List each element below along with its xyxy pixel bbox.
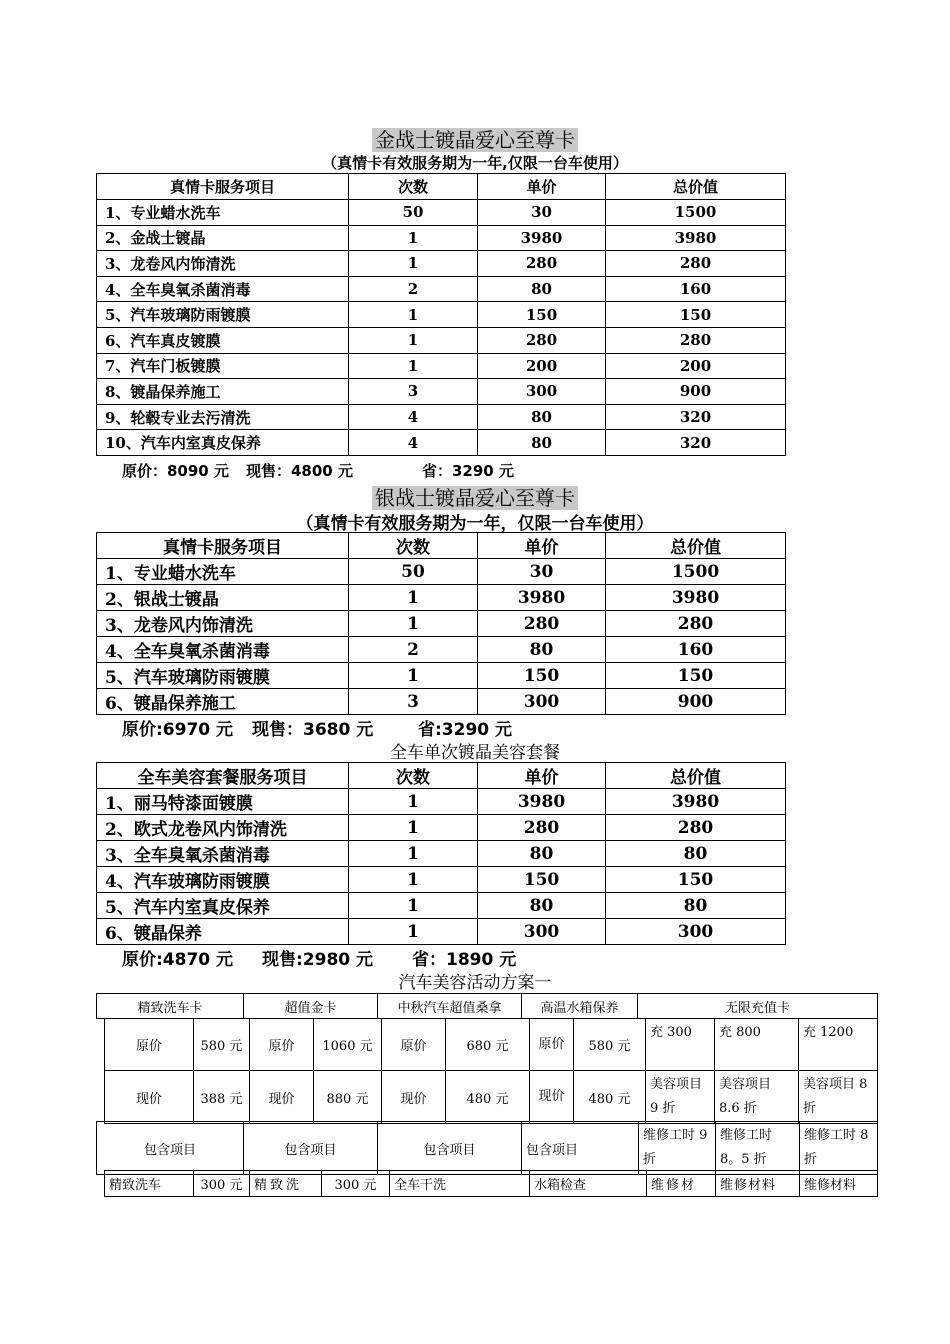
service-name: 2、欧式龙卷风内饰清洗 (97, 815, 349, 841)
unit-price: 80 (478, 430, 606, 456)
service-name: 2、银战士镀晶 (97, 585, 349, 611)
service-name: 5、汽车玻璃防雨镀膜 (97, 663, 349, 689)
total: 150 (606, 867, 786, 893)
count: 3 (349, 379, 478, 405)
count: 1 (349, 663, 478, 689)
total: 200 (606, 353, 786, 379)
service-name: 8、镀晶保养施工 (97, 379, 349, 405)
count: 1 (349, 867, 478, 893)
count: 1 (349, 611, 478, 637)
included-service-price: 300 元 (194, 1171, 250, 1197)
header-service: 全车美容套餐服务项目 (97, 763, 349, 789)
service-name: 6、镀晶保养 (97, 919, 349, 945)
table-row (97, 200, 786, 226)
original-price-value: 680 元 (446, 1019, 530, 1071)
count: 1 (349, 893, 478, 919)
table-row (97, 689, 786, 715)
gold-card-table (96, 173, 786, 456)
table-row (97, 611, 786, 637)
count: 1 (349, 251, 478, 277)
total: 1500 (606, 559, 786, 585)
original-price-value: 1060 元 (314, 1019, 382, 1071)
service-name: 4、全车臭氧杀菌消毒 (97, 637, 349, 663)
includes-label: 包含项目 (522, 1122, 639, 1175)
service-name: 3、龙卷风内饰清洗 (97, 251, 349, 277)
service-name: 5、汽车内室真皮保养 (97, 893, 349, 919)
count: 2 (349, 637, 478, 663)
total: 900 (606, 379, 786, 405)
table-row (97, 430, 786, 456)
original-price-value: 580 元 (194, 1019, 250, 1071)
activity-includes-table (96, 1121, 878, 1175)
count: 1 (349, 789, 478, 815)
service-name: 4、汽车玻璃防雨镀膜 (97, 867, 349, 893)
service-name: 5、汽车玻璃防雨镀膜 (97, 302, 349, 328)
labor-discount: 维修工时 8。5 折 (716, 1122, 800, 1175)
total: 280 (606, 611, 786, 637)
service-name: 4、全车臭氧杀菌消毒 (97, 276, 349, 302)
unit-price: 80 (478, 841, 606, 867)
count: 1 (349, 302, 478, 328)
count: 1 (349, 919, 478, 945)
unit-price: 3980 (478, 789, 606, 815)
table-header-row (97, 763, 786, 789)
included-service-price: 300 元 (322, 1171, 390, 1197)
unit-price: 150 (478, 663, 606, 689)
service-name: 1、专业蜡水洗车 (97, 559, 349, 585)
total: 280 (606, 327, 786, 353)
header-total: 总价值 (606, 174, 786, 200)
unit-price: 30 (478, 200, 606, 226)
unit-price: 150 (478, 302, 606, 328)
original-price-label: 原价 (530, 1019, 574, 1071)
table-row (97, 789, 786, 815)
header-unit-price: 单价 (478, 533, 606, 559)
count: 1 (349, 225, 478, 251)
service-name: 1、丽马特漆面镀膜 (97, 789, 349, 815)
header-count: 次数 (349, 174, 478, 200)
gold-card-price-line (122, 460, 514, 481)
table-row (97, 404, 786, 430)
table-row (105, 1071, 878, 1124)
original-price-label: 原价 (382, 1019, 446, 1071)
total: 900 (606, 689, 786, 715)
unit-price: 80 (478, 404, 606, 430)
total: 160 (606, 276, 786, 302)
silver-card-table (96, 532, 786, 715)
table-row (97, 841, 786, 867)
single-package-price-line (122, 945, 516, 970)
activity-header-table (96, 993, 878, 1019)
total: 3980 (606, 225, 786, 251)
service-name: 7、汽车门板镀膜 (97, 353, 349, 379)
original-price: 原价:4870 元 (122, 950, 234, 970)
count: 1 (349, 815, 478, 841)
header-unit-price: 单价 (478, 174, 606, 200)
count: 1 (349, 353, 478, 379)
table-row (97, 302, 786, 328)
unit-price: 280 (478, 251, 606, 277)
table-row (97, 225, 786, 251)
count: 50 (349, 559, 478, 585)
count: 2 (349, 276, 478, 302)
recharge-amount: 充 800 (715, 1019, 799, 1071)
original-price-label: 原价 (250, 1019, 314, 1071)
sale-price-label: 现价 (250, 1071, 314, 1124)
table-row (97, 353, 786, 379)
unit-price: 300 (478, 919, 606, 945)
original-price: 原价:6970 元 (122, 720, 234, 740)
unit-price: 300 (478, 689, 606, 715)
included-service: 精致洗 (250, 1171, 322, 1197)
silver-card-subtitle: （真情卡有效服务期为一年，仅限一台车使用） (296, 514, 654, 534)
sale-price-value: 388 元 (194, 1071, 250, 1124)
header-service: 真情卡服务项目 (97, 533, 349, 559)
sale-price-value: 480 元 (446, 1071, 530, 1124)
total: 150 (606, 302, 786, 328)
unit-price: 300 (478, 379, 606, 405)
silver-card-title: 银战士镀晶爱心至尊卡 (0, 482, 950, 511)
sale-price-label: 现价 (382, 1071, 446, 1124)
total: 160 (606, 637, 786, 663)
table-row (97, 1122, 878, 1175)
header-count: 次数 (349, 533, 478, 559)
single-package-table (96, 762, 786, 945)
original-price-value: 580 元 (574, 1019, 646, 1071)
gold-card-title: 金战士镀晶爱心至尊卡 (0, 124, 950, 153)
unit-price: 3980 (478, 225, 606, 251)
total: 80 (606, 893, 786, 919)
table-row (97, 379, 786, 405)
total: 3980 (606, 789, 786, 815)
count: 1 (349, 585, 478, 611)
labor-discount: 维修工时 9 折 (639, 1122, 716, 1175)
table-row (105, 1019, 878, 1071)
sale-price: 现售:2980 元 (262, 950, 374, 970)
savings: 省:3290 元 (418, 720, 513, 740)
table-row (97, 276, 786, 302)
savings: 省：3290 元 (422, 462, 514, 480)
original-price-label: 原价 (105, 1019, 194, 1071)
sale-price-label: 现价 (530, 1071, 574, 1124)
total: 1500 (606, 200, 786, 226)
beauty-discount: 美容项目 8.6 折 (715, 1071, 799, 1124)
table-row (97, 251, 786, 277)
header-service: 真情卡服务项目 (97, 174, 349, 200)
table-row (97, 559, 786, 585)
unit-price: 80 (478, 637, 606, 663)
activity-price-table (104, 1018, 878, 1124)
total: 150 (606, 663, 786, 689)
service-name: 6、汽车真皮镀膜 (97, 327, 349, 353)
included-service: 水箱检查 (530, 1171, 647, 1197)
sale-price-value: 480 元 (574, 1071, 646, 1124)
gold-card-subtitle: （真情卡有效服务期为一年,仅限一台车使用） (322, 154, 628, 172)
includes-label: 包含项目 (244, 1122, 378, 1175)
activity-header-gold-card: 超值金卡 (244, 994, 378, 1019)
count: 1 (349, 841, 478, 867)
unit-price: 80 (478, 893, 606, 919)
service-name: 10、汽车内室真皮保养 (97, 430, 349, 456)
table-row (97, 637, 786, 663)
table-row (97, 663, 786, 689)
material-discount: 维修材料 (716, 1171, 800, 1197)
service-name: 2、金战士镀晶 (97, 225, 349, 251)
table-row (97, 919, 786, 945)
table-row (97, 893, 786, 919)
unit-price: 280 (478, 327, 606, 353)
activity-header-radiator: 高温水箱保养 (522, 994, 638, 1019)
original-price: 原价：8090 元 (122, 462, 229, 480)
count: 3 (349, 689, 478, 715)
total: 80 (606, 841, 786, 867)
included-service: 精致洗车 (105, 1171, 194, 1197)
header-total: 总价值 (606, 533, 786, 559)
total: 300 (606, 919, 786, 945)
header-unit-price: 单价 (478, 763, 606, 789)
silver-card-price-line (122, 715, 512, 740)
material-discount: 维修材 (647, 1171, 716, 1197)
unit-price: 150 (478, 867, 606, 893)
single-package-title: 全车单次镀晶美容套餐 (390, 743, 560, 763)
activity-header-wash-card: 精致洗车卡 (97, 994, 244, 1019)
unit-price: 30 (478, 559, 606, 585)
table-header-row (97, 174, 786, 200)
unit-price: 280 (478, 611, 606, 637)
included-service: 全车干洗 (390, 1171, 530, 1197)
count: 1 (349, 327, 478, 353)
includes-label: 包含项目 (378, 1122, 522, 1175)
count: 4 (349, 404, 478, 430)
sale-price-label: 现价 (105, 1071, 194, 1124)
service-name: 9、轮毂专业去污清洗 (97, 404, 349, 430)
table-row (97, 585, 786, 611)
total: 320 (606, 404, 786, 430)
table-row (97, 815, 786, 841)
recharge-amount: 充 1200 (799, 1019, 878, 1071)
count: 50 (349, 200, 478, 226)
material-discount: 维修材料 (800, 1171, 878, 1197)
unit-price: 80 (478, 276, 606, 302)
unit-price: 200 (478, 353, 606, 379)
beauty-discount: 美容项目 9 折 (646, 1071, 715, 1124)
header-total: 总价值 (606, 763, 786, 789)
sale-price: 现售：3680 元 (252, 720, 374, 740)
header-count: 次数 (349, 763, 478, 789)
service-name: 3、全车臭氧杀菌消毒 (97, 841, 349, 867)
unit-price: 280 (478, 815, 606, 841)
unit-price: 3980 (478, 585, 606, 611)
total: 280 (606, 815, 786, 841)
activity-header-recharge-card: 无限充值卡 (638, 994, 878, 1019)
service-name: 3、龙卷风内饰清洗 (97, 611, 349, 637)
table-row (97, 994, 878, 1019)
labor-discount: 维修工时 8 折 (800, 1122, 878, 1175)
table-header-row (97, 533, 786, 559)
total: 280 (606, 251, 786, 277)
table-row (105, 1171, 878, 1197)
savings: 省：1890 元 (412, 950, 517, 970)
table-row (97, 867, 786, 893)
beauty-discount: 美容项目 8 折 (799, 1071, 878, 1124)
activity-title: 汽车美容活动方案一 (398, 973, 552, 993)
total: 3980 (606, 585, 786, 611)
sale-price-value: 880 元 (314, 1071, 382, 1124)
activity-detail-table (104, 1170, 878, 1197)
includes-label: 包含项目 (97, 1122, 244, 1175)
service-name: 1、专业蜡水洗车 (97, 200, 349, 226)
total: 320 (606, 430, 786, 456)
count: 4 (349, 430, 478, 456)
table-row (97, 327, 786, 353)
recharge-amount: 充 300 (646, 1019, 715, 1071)
activity-header-sauna: 中秋汽车超值桑拿 (378, 994, 522, 1019)
sale-price: 现售：4800 元 (246, 462, 353, 480)
service-name: 6、镀晶保养施工 (97, 689, 349, 715)
